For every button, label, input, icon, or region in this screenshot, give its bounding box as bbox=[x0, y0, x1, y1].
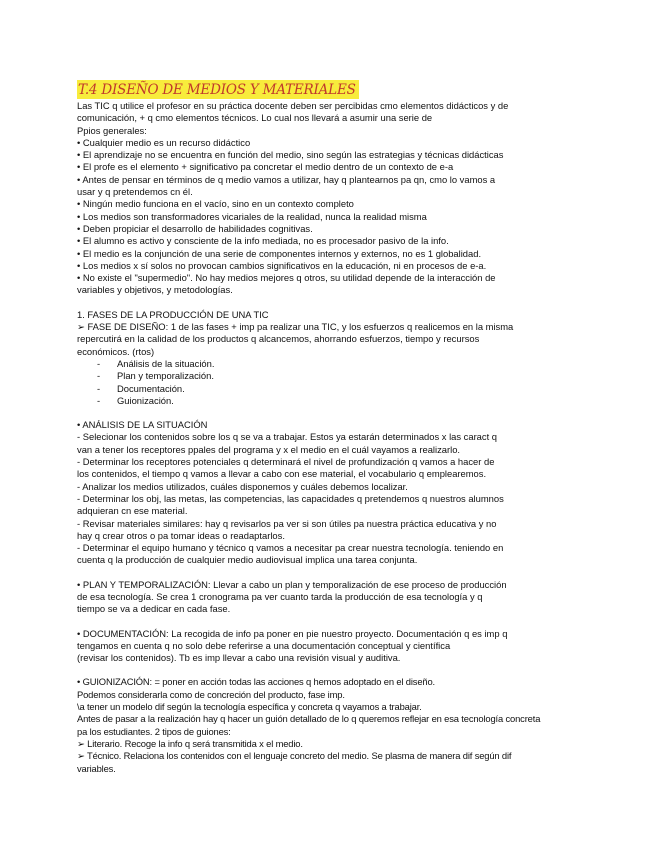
list-dash: - bbox=[97, 382, 101, 394]
intro-line: • No existe el "supermedio". No hay medios mejores q otros, su utilidad depende de la interacción de bbox=[77, 272, 496, 284]
guionizacion-line: pa los estudiantes. 2 tipos de guiones: bbox=[77, 725, 231, 737]
fases-section bbox=[77, 309, 582, 358]
guionizacion-line: ➢ Literario. Recoge la info q será transmitida x el medio. bbox=[77, 737, 303, 749]
intro-line: • El alumno es activo y consciente de la info mediada, no es procesador pasivo de la info. bbox=[77, 235, 449, 247]
analisis-line: hay q crear otros o pa tomar ideas o readaptarlos. bbox=[77, 529, 285, 541]
guionizacion-line: ➢ Técnico. Relaciona los contenidos con el lenguaje concreto del medio. Se plasma de manera dif según dif bbox=[77, 750, 512, 762]
documentacion-section bbox=[77, 628, 582, 665]
fases-line: económicos. (rtos) bbox=[77, 345, 155, 357]
analisis-line: - Determinar los obj, las metas, las competencias, las capacidades q pretendemos q nuestros alumnos bbox=[77, 492, 504, 504]
fases-line: 1. FASES DE LA PRODUCCIÓN DE UNA TIC bbox=[77, 308, 269, 320]
guionizacion-line: variables. bbox=[77, 762, 116, 774]
intro-line: usar y q pretendemos cn él. bbox=[77, 186, 193, 198]
analisis-line: • ANÁLISIS DE LA SITUACIÓN bbox=[77, 419, 208, 431]
document-page bbox=[77, 80, 582, 775]
analisis-section bbox=[77, 419, 582, 567]
intro-line: • Cualquier medio es un recurso didáctico bbox=[77, 136, 251, 148]
fase-list-item bbox=[77, 370, 582, 382]
intro-line: comunicación, + q cmo elementos técnicos. Lo cual nos llevará a asumir una serie de bbox=[77, 112, 433, 124]
fase-list-item bbox=[77, 395, 582, 407]
intro-section bbox=[77, 100, 582, 297]
documentacion-line: tengamos en cuenta q no solo debe referirse a una documentación conceptual y científica bbox=[77, 639, 451, 651]
intro-line: • Ningún medio funciona en el vacío, sino en un contexto completo bbox=[77, 198, 354, 210]
plan-section bbox=[77, 579, 582, 616]
intro-line: Las TIC q utilice el profesor en su práctica docente deben ser percibidas cmo elementos didácticos y de bbox=[77, 100, 509, 111]
analisis-line: van a tener los receptores ppales del programa y x el medio en el cuál vayamos a realizarlo. bbox=[77, 443, 461, 455]
plan-line: tiempo se va a dedicar en cada fase. bbox=[77, 603, 231, 615]
analisis-line: cuenta q la producción de cualquier medio audiovisual implica una tarea conjunta. bbox=[77, 554, 418, 566]
documentacion-line: • DOCUMENTACIÓN: La recogida de info pa poner en pie nuestro proyecto. Documentación q es imp q bbox=[77, 627, 508, 639]
fase-list-item-label: Documentación. bbox=[117, 382, 185, 394]
intro-line: • Deben propiciar el desarrollo de habilidades cognitivas. bbox=[77, 222, 313, 234]
analisis-line: - Determinar los receptores potenciales q determinará el nivel de profundización q vamos a hacer de bbox=[77, 456, 495, 468]
analisis-line: adquieran cn ese material. bbox=[77, 505, 188, 517]
intro-line: • El profe es el elemento + significativo pa concretar el medio dentro de un contexto de e-a bbox=[77, 161, 454, 173]
title-highlight bbox=[77, 80, 359, 99]
analisis-line: - Selecionar los contenidos sobre los q se va a trabajar. Estos ya estarán determinados x las caract q bbox=[77, 431, 498, 443]
fase-list-item bbox=[77, 358, 582, 370]
intro-line: • El medio es la conjunción de una serie de componentes internos y externos, no es 1 globalidad. bbox=[77, 247, 482, 259]
fase-list-item bbox=[77, 383, 582, 395]
intro-line: variables y objetivos, y metodologías. bbox=[77, 284, 233, 296]
guionizacion-line: • GUIONIZACIÓN: = poner en acción todas las acciones q hemos adoptado en el diseño. bbox=[77, 676, 435, 688]
fase-items-list bbox=[77, 358, 582, 407]
guionizacion-section bbox=[77, 676, 582, 774]
guionizacion-line: \a tener un modelo dif según la tecnología específica y concreta q vayamos a trabajar. bbox=[77, 701, 422, 713]
analisis-line: - Determinar el equipo humano y técnico q vamos a necesitar pa crear nuestra tecnología. teniendo en bbox=[77, 542, 504, 554]
fases-line: repercutirá en la calidad de los productos q alcancemos, ahorrando esfuerzos, tiempo y recursos bbox=[77, 333, 480, 345]
guionizacion-line: Podemos considerarla como de concreción del producto, fase imp. bbox=[77, 688, 345, 700]
analisis-line: los contenidos, el tiempo q vamos a llevar a cabo con ese material, el vocabulario q emplearemos. bbox=[77, 468, 487, 480]
fase-list-item-label: Guionización. bbox=[117, 394, 174, 406]
plan-line: • PLAN Y TEMPORALIZACIÓN: Llevar a cabo un plan y temporalización de ese proceso de producción bbox=[77, 578, 507, 590]
intro-line: • Antes de pensar en términos de q medio vamos a utilizar, hay q plantearnos pa qn, cmo lo vamos a bbox=[77, 173, 496, 185]
plan-line: de esa tecnología. Se crea 1 cronograma pa ver cuanto tarda la producción de esa tecnología y q bbox=[77, 590, 483, 602]
fase-list-item-label: Análisis de la situación. bbox=[117, 357, 215, 369]
list-dash: - bbox=[97, 370, 101, 382]
fases-line: ➢ FASE DE DISEÑO: 1 de las fases + imp pa realizar una TIC, y los esfuerzos q realicemos en la misma bbox=[77, 321, 514, 333]
list-dash: - bbox=[97, 357, 101, 369]
analisis-line: - Analizar los medios utilizados, cuáles disponemos y cuáles debemos localizar. bbox=[77, 480, 408, 492]
guionizacion-line: Antes de pasar a la realización hay q hacer un guión detallado de lo q queremos reflejar en esa tecnología concreta bbox=[77, 713, 541, 725]
documentacion-line: (revisar los contenidos). Tb es imp llevar a cabo una revisión visual y auditiva. bbox=[77, 652, 401, 664]
intro-line: • Los medios son transformadores vicariales de la realidad, nunca la realidad misma bbox=[77, 210, 427, 222]
fase-list-item-label: Plan y temporalización. bbox=[117, 370, 214, 382]
analisis-line: - Revisar materiales similares: hay q revisarlos pa ver si son útiles pa nuestra práctica educativa y no bbox=[77, 517, 497, 529]
page-title: T.4 DISEÑO DE MEDIOS Y MATERIALES bbox=[78, 82, 356, 98]
intro-line: • Los medios x sí solos no provocan cambios significativos en la educación, ni en procesos de e-a. bbox=[77, 259, 487, 271]
list-dash: - bbox=[97, 394, 101, 406]
intro-line: Ppios generales: bbox=[77, 124, 147, 136]
intro-line: • El aprendizaje no se encuentra en función del medio, sino según las estrategias y técnicas didácticas bbox=[77, 149, 504, 161]
